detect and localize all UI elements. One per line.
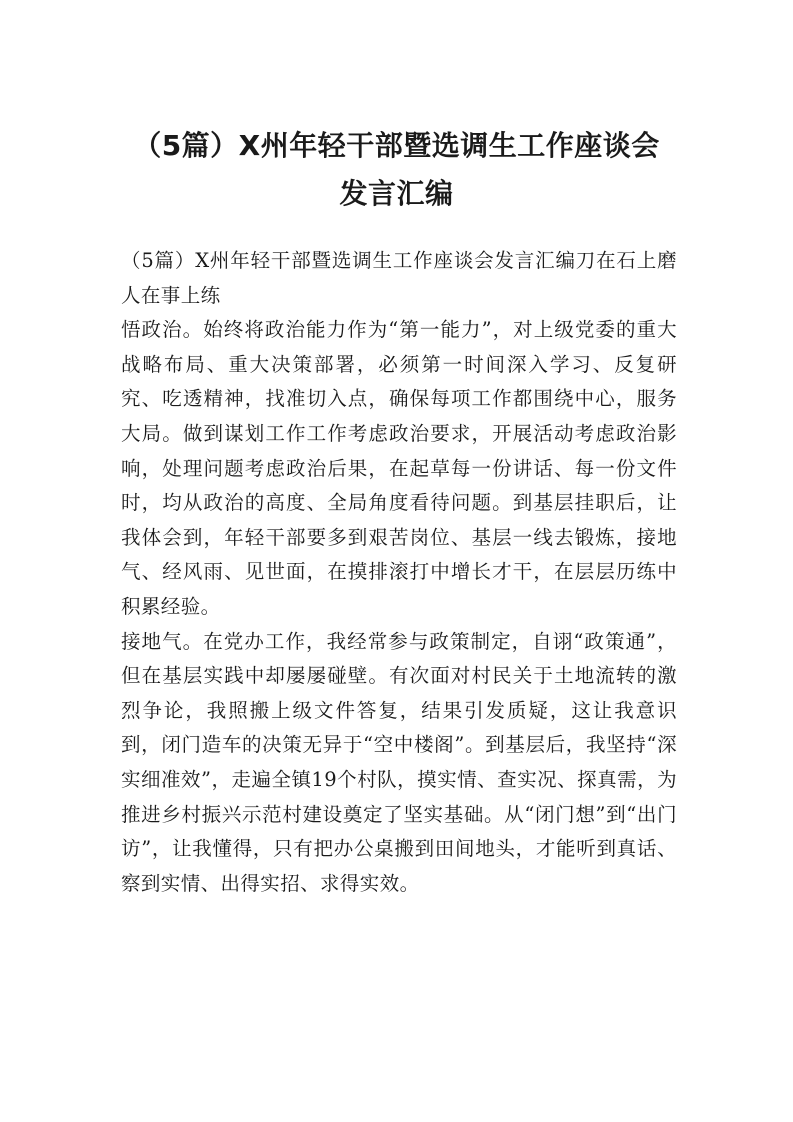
document-title-line-1: （5篇）X州年轻干部暨选调生工作座谈会 xyxy=(133,129,660,162)
intro-paragraph: （5篇）X州年轻干部暨选调生工作座谈会发言汇编刀在石上磨人在事上练 xyxy=(121,249,677,307)
paragraph-politics: 悟政治。始终将政治能力作为“第一能力”，对上级党委的重大战略布局、重大决策部署，必须第一时间深入学习、反复研究、吃透精神，找准切入点，确保每项工作都围绕中心，服务大局。做到谋划工作工作考虑政治要求，开展活动考虑政治影响，处理问题考虑政治后果，在起草每一份讲话、每一份文件时，均从政治的高度、全局角度看待问题。到基层挂职后，让我体会到，年轻干部要多到艰苦岗位、基层一线去锻炼，接地气、经风雨、见世面，在摸排滚打中增长才干，在层层历练中积累经验。 xyxy=(121,318,677,618)
document-body xyxy=(121,244,677,901)
document-title-line-2: 发言汇编 xyxy=(339,177,454,210)
paragraph-grassroots: 接地气。在党办工作，我经常参与政策制定，自诩“政策通”，但在基层实践中却屡屡碰壁。有次面对村民关于土地流转的激烈争论，我照搬上级文件答复，结果引发质疑，这让我意识到，闭门造车的决策无异于“空中楼阁”。到基层后，我坚持“深实细准效”，走遍全镇19个村队，摸实情、查实况、探真需，为推进乡村振兴示范村建设奠定了坚实基础。从“闭门想”到“出门访”，让我懂得，只有把办公桌搬到田间地头，才能听到真话、察到实情、出得实招、求得实效。 xyxy=(121,629,677,895)
